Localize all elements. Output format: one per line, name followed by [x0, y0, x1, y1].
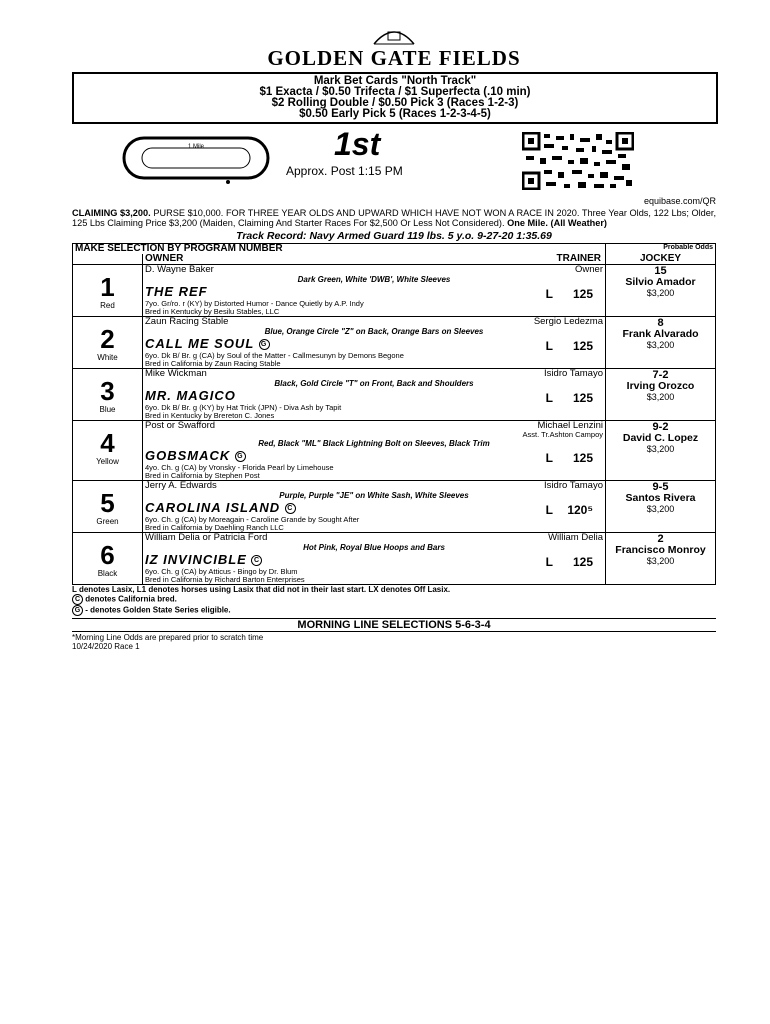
owner-header: OWNER	[145, 253, 184, 264]
odds-note: *Morning Line Odds are prepared prior to scratch time	[72, 633, 264, 642]
wager-line: $1 Exacta / $0.50 Trifecta / $1 Superfecta (.10 min)	[259, 86, 531, 98]
date-race: 10/24/2020 Race 1	[72, 642, 140, 651]
program-number: 2	[100, 324, 115, 354]
weight: 125	[572, 451, 593, 465]
claim-price: $3,200	[646, 444, 675, 454]
horse-name: THE REF	[145, 284, 208, 299]
breeding: 6yo. Ch. g (CA) by Atticus - Bingo by Dr. Blum	[145, 567, 298, 576]
weight: 120⁵	[567, 503, 593, 517]
horse-name: GOBSMACK	[145, 448, 231, 463]
morning-line-selections: MORNING LINE SELECTIONS 5-6-3-4	[72, 618, 716, 632]
saddle-cloth-color: Green	[96, 517, 119, 526]
lasix-flag: L	[545, 503, 553, 517]
oval-label: 1 Mile	[187, 144, 205, 150]
entries-table	[72, 243, 716, 585]
saddle-cloth-color: Black	[97, 569, 118, 578]
owner: Zaun Racing Stable	[145, 316, 229, 327]
weight: 125	[572, 287, 593, 301]
weight: 125	[572, 555, 593, 569]
lasix-note: L denotes Lasix, L1 denotes horses using Lasix that did not in their last start. LX denotes Off Lasix.	[72, 585, 451, 594]
breeding: 4yo. Ch. g (CA) by Vronsky - Florida Pearl by Limehouse	[145, 463, 334, 472]
assistant-trainer: Asst. Tr.Ashton Campoy	[522, 430, 603, 439]
trainer: Isidro Tamayo	[544, 480, 603, 491]
cal-bred-icon: C	[285, 503, 296, 514]
cal-bred-icon: C	[72, 594, 83, 605]
saddle-cloth-color: Red	[100, 301, 115, 310]
claim-price: $3,200	[646, 556, 675, 566]
probable-odds-header: Probable Odds	[606, 244, 716, 255]
track-oval-icon	[122, 136, 270, 186]
golden-state-icon: G	[235, 451, 246, 462]
bred-by: Bred in Kentucky by Brereton C. Jones	[145, 411, 275, 420]
saddle-cloth-color: White	[97, 353, 118, 362]
weight: 125	[572, 339, 593, 353]
track-record: Track Record: Navy Armed Guard 119 lbs. 5 y.o. 9-27-20 1:35.69	[236, 230, 552, 242]
trainer: Owner	[575, 264, 603, 275]
race-number: 1st	[334, 126, 381, 162]
program-number: 1	[100, 272, 115, 302]
legend-notes	[72, 586, 716, 616]
lasix-flag: L	[545, 391, 553, 405]
bred-by: Bred in California by Richard Barton Enterprises	[145, 575, 305, 584]
golden-state-icon: G	[259, 339, 270, 350]
bred-by: Bred in California by Daehling Ranch LLC	[145, 523, 284, 532]
morning-line-odds: 7-2	[652, 369, 669, 381]
jockey: Silvio Amador	[625, 276, 696, 288]
trainer: Sergio Ledezma	[533, 316, 603, 327]
trainer: Isidro Tamayo	[544, 368, 603, 379]
race-header	[72, 128, 716, 200]
cal-bred-icon: C	[251, 555, 262, 566]
table-subheader-row	[73, 254, 716, 265]
horse-name: CALL ME SOUL	[145, 336, 255, 351]
silks: Hot Pink, Royal Blue Hoops and Bars	[303, 543, 445, 552]
program-number: 6	[100, 540, 115, 570]
qr-url: equibase.com/QR	[643, 196, 716, 206]
entry-row	[73, 317, 716, 369]
morning-line-odds: 9-2	[652, 421, 669, 433]
track-logo	[72, 28, 716, 68]
bred-by: Bred in California by Stephen Post	[145, 471, 260, 480]
breeding: 7yo. Gr/ro. r (KY) by Distorted Humor - Dance Quietly by A.P. Indy	[145, 299, 364, 308]
trainer-header: TRAINER	[556, 253, 601, 264]
golden-state-note: - denotes Golden State Series eligible.	[85, 605, 231, 615]
silks: Purple, Purple "JE" on White Sash, White Sleeves	[279, 491, 469, 500]
owner: D. Wayne Baker	[145, 264, 214, 275]
program-number: 3	[100, 376, 115, 406]
jockey: David C. Lopez	[622, 432, 699, 444]
trainer: William Delia	[548, 532, 603, 543]
race-conditions	[72, 208, 716, 228]
silks: Red, Black "ML" Black Lightning Bolt on Sleeves, Black Trim	[258, 439, 490, 448]
distance: One Mile. (All Weather)	[507, 218, 607, 228]
jockey: Irving Orozco	[626, 380, 695, 392]
entry-row	[73, 421, 716, 481]
horse-name: CAROLINA ISLAND	[145, 500, 281, 515]
silks: Dark Green, White 'DWB', White Sleeves	[297, 275, 451, 284]
jockey-header: JOCKEY	[606, 254, 716, 265]
bred-by: Bred in Kentucky by Besilu Stables, LLC	[145, 307, 280, 316]
morning-line-odds: 15	[654, 265, 667, 277]
gate-emblem-icon	[372, 24, 416, 46]
entry-row	[73, 265, 716, 317]
morning-line-odds: 9-5	[652, 481, 669, 493]
bred-by: Bred in California by Zaun Racing Stable	[145, 359, 281, 368]
saddle-cloth-color: Yellow	[96, 457, 119, 466]
lasix-flag: L	[545, 555, 553, 569]
silks: Black, Gold Circle "T" on Front, Back and Shoulders	[274, 379, 474, 388]
post-time: Approx. Post 1:15 PM	[286, 164, 403, 178]
entry-row	[73, 369, 716, 421]
wager-line: $0.50 Early Pick 5 (Races 1-2-3-4-5)	[299, 108, 491, 120]
claim-price: $3,200	[646, 288, 675, 298]
horse-name: MR. MAGICO	[145, 388, 236, 403]
morning-line-odds: 2	[657, 533, 664, 545]
breeding: 6yo. Dk B/ Br. g (CA) by Soul of the Matter - Callmesunyn by Demons Begone	[145, 351, 404, 360]
jockey: Francisco Monroy	[615, 544, 706, 556]
cal-bred-note: denotes California bred.	[85, 594, 177, 604]
breeding: 6yo. Ch. g (CA) by Moreagain - Caroline Grande by Sought After	[145, 515, 360, 524]
lasix-flag: L	[545, 287, 553, 301]
entry-row	[73, 481, 716, 533]
horse-name: IZ INVINCIBLE	[145, 552, 247, 567]
wager-line: Mark Bet Cards "North Track"	[313, 75, 477, 87]
conditions-type: CLAIMING $3,200.	[72, 208, 151, 218]
jockey: Santos Rivera	[625, 492, 696, 504]
trainer: Michael Lenzini	[537, 420, 603, 431]
breeding: 6yo. Dk B/ Br. g (KY) by Hat Trick (JPN) - Diva Ash by Tapit	[145, 403, 342, 412]
owner: Jerry A. Edwards	[145, 480, 217, 491]
morning-line-odds: 8	[657, 317, 664, 329]
wager-line: $2 Rolling Double / $0.50 Pick 3 (Races 1-2-3)	[271, 97, 519, 109]
owner: Post or Swafford	[145, 420, 216, 431]
claim-price: $3,200	[646, 392, 675, 402]
entry-row	[73, 533, 716, 585]
lasix-flag: L	[545, 451, 553, 465]
track-name: GOLDEN GATE FIELDS	[267, 46, 521, 70]
conditions-text: PURSE $10,000. FOR THREE YEAR OLDS AND UPWARD WHICH HAVE NOT WON A RACE IN 2020. Three Year Olds, 122 Lbs; Older, 125 Lbs Claiming Price $3,200 (Maiden, Claiming And Starter Races For $2,500 Or Less Not Considered).	[72, 208, 716, 228]
program-number: 5	[100, 488, 115, 518]
wager-box	[72, 72, 718, 124]
lasix-flag: L	[545, 339, 553, 353]
owner: Mike Wickman	[145, 368, 207, 379]
qr-code-icon	[522, 132, 634, 190]
program-page	[72, 28, 716, 651]
footer	[72, 633, 716, 651]
silks: Blue, Orange Circle "Z" on Back, Orange Bars on Sleeves	[264, 327, 484, 336]
make-selection-header: MAKE SELECTION BY PROGRAM NUMBER	[73, 244, 606, 255]
jockey: Frank Alvarado	[622, 328, 699, 340]
saddle-cloth-color: Blue	[99, 405, 116, 414]
claim-price: $3,200	[646, 504, 675, 514]
weight: 125	[572, 391, 593, 405]
claim-price: $3,200	[646, 340, 675, 350]
program-number: 4	[100, 428, 115, 458]
golden-state-icon: G	[72, 605, 83, 616]
owner: William Delia or Patricia Ford	[145, 532, 268, 543]
